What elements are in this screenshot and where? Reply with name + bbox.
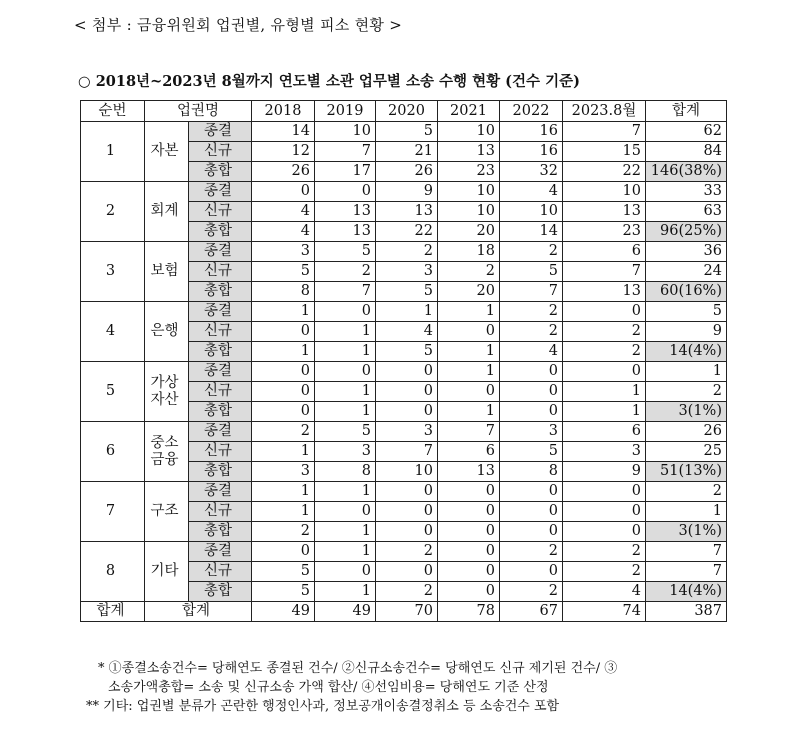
type-cell: 총합 [189, 342, 252, 362]
industry-cell: 보험 [145, 242, 189, 302]
litigation-table [80, 100, 727, 622]
value-cell: 5 [252, 562, 315, 582]
seq-cell: 7 [81, 482, 145, 542]
grand-total-sum: 387 [646, 602, 727, 622]
value-cell: 7 [315, 282, 376, 302]
value-cell: 1 [563, 402, 646, 422]
value-cell: 5 [315, 242, 376, 262]
type-cell: 신규 [189, 262, 252, 282]
value-cell: 22 [563, 162, 646, 182]
value-cell: 5 [376, 342, 438, 362]
value-cell: 0 [563, 522, 646, 542]
total-cell: 3(1%) [646, 522, 727, 542]
footnotes [86, 659, 738, 716]
total-cell: 5 [646, 302, 727, 322]
value-cell: 2 [500, 582, 563, 602]
value-cell: 2 [500, 302, 563, 322]
value-cell: 0 [376, 482, 438, 502]
value-cell: 4 [252, 222, 315, 242]
table-row [81, 362, 727, 382]
value-cell: 22 [376, 222, 438, 242]
type-cell: 신규 [189, 442, 252, 462]
value-cell: 10 [500, 202, 563, 222]
value-cell: 3 [252, 462, 315, 482]
total-cell: 25 [646, 442, 727, 462]
total-cell: 3(1%) [646, 402, 727, 422]
value-cell: 0 [376, 562, 438, 582]
type-cell: 총합 [189, 522, 252, 542]
value-cell: 5 [252, 582, 315, 602]
table-row [81, 242, 727, 262]
value-cell: 12 [252, 142, 315, 162]
value-cell: 21 [376, 142, 438, 162]
value-cell: 0 [438, 382, 500, 402]
value-cell: 7 [500, 282, 563, 302]
value-cell: 10 [563, 182, 646, 202]
value-cell: 4 [500, 342, 563, 362]
total-cell: 1 [646, 502, 727, 522]
value-cell: 26 [252, 162, 315, 182]
value-cell: 2 [376, 582, 438, 602]
table-row [81, 422, 727, 442]
value-cell: 1 [315, 322, 376, 342]
note-line-3: ** 기타: 업권별 분류가 곤란한 행정인사과, 정보공개이송결정취소 등 소송건수 포함 [86, 699, 560, 714]
type-cell: 신규 [189, 562, 252, 582]
value-cell: 0 [252, 362, 315, 382]
type-cell: 신규 [189, 322, 252, 342]
value-cell: 10 [438, 202, 500, 222]
value-cell: 0 [315, 502, 376, 522]
value-cell: 3 [315, 442, 376, 462]
value-cell: 0 [252, 402, 315, 422]
value-cell: 13 [563, 282, 646, 302]
value-cell: 1 [438, 342, 500, 362]
value-cell: 13 [376, 202, 438, 222]
value-cell: 5 [315, 422, 376, 442]
value-cell: 0 [376, 402, 438, 422]
total-cell: 24 [646, 262, 727, 282]
attachment-title: < 첨부 : 금융위원회 업권별, 유형별 피소 현황 > [74, 16, 403, 34]
table-row [81, 542, 727, 562]
value-cell: 1 [252, 302, 315, 322]
value-cell: 32 [500, 162, 563, 182]
total-cell: 7 [646, 562, 727, 582]
value-cell: 20 [438, 222, 500, 242]
value-cell: 1 [315, 342, 376, 362]
value-cell: 0 [500, 362, 563, 382]
value-cell: 2 [500, 322, 563, 342]
value-cell: 1 [563, 382, 646, 402]
type-cell: 종결 [189, 542, 252, 562]
value-cell: 0 [438, 582, 500, 602]
total-cell: 2 [646, 482, 727, 502]
industry-cell: 가상 자산 [145, 362, 189, 422]
type-cell: 신규 [189, 502, 252, 522]
value-cell: 1 [315, 542, 376, 562]
type-cell: 총합 [189, 462, 252, 482]
value-cell: 6 [438, 442, 500, 462]
value-cell: 6 [563, 242, 646, 262]
value-cell: 5 [500, 262, 563, 282]
value-cell: 18 [438, 242, 500, 262]
value-cell: 13 [563, 202, 646, 222]
industry-cell: 중소 금융 [145, 422, 189, 482]
value-cell: 20 [438, 282, 500, 302]
value-cell: 0 [500, 562, 563, 582]
header-2023-aug: 2023.8월 [563, 101, 646, 122]
value-cell: 0 [500, 502, 563, 522]
value-cell: 0 [376, 522, 438, 542]
header-2022: 2022 [500, 101, 563, 122]
value-cell: 0 [252, 182, 315, 202]
value-cell: 1 [438, 402, 500, 422]
value-cell: 17 [315, 162, 376, 182]
grand-total-value: 49 [315, 602, 376, 622]
table-row [81, 482, 727, 502]
value-cell: 4 [252, 202, 315, 222]
industry-cell: 구조 [145, 482, 189, 542]
value-cell: 4 [500, 182, 563, 202]
value-cell: 0 [376, 362, 438, 382]
type-cell: 종결 [189, 302, 252, 322]
value-cell: 2 [563, 562, 646, 582]
value-cell: 8 [500, 462, 563, 482]
type-cell: 종결 [189, 122, 252, 142]
value-cell: 7 [563, 122, 646, 142]
value-cell: 5 [500, 442, 563, 462]
value-cell: 5 [376, 122, 438, 142]
value-cell: 0 [438, 542, 500, 562]
value-cell: 0 [252, 322, 315, 342]
value-cell: 13 [315, 222, 376, 242]
value-cell: 10 [376, 462, 438, 482]
total-cell: 14(4%) [646, 582, 727, 602]
value-cell: 26 [376, 162, 438, 182]
value-cell: 0 [315, 362, 376, 382]
value-cell: 10 [438, 182, 500, 202]
total-cell: 62 [646, 122, 727, 142]
type-cell: 신규 [189, 382, 252, 402]
header-seq: 순번 [81, 101, 145, 122]
total-cell: 63 [646, 202, 727, 222]
total-cell: 1 [646, 362, 727, 382]
total-cell: 2 [646, 382, 727, 402]
value-cell: 16 [500, 142, 563, 162]
value-cell: 1 [438, 362, 500, 382]
total-cell: 96(25%) [646, 222, 727, 242]
value-cell: 4 [563, 582, 646, 602]
value-cell: 10 [315, 122, 376, 142]
value-cell: 2 [563, 342, 646, 362]
seq-cell: 2 [81, 182, 145, 242]
grand-total-value: 74 [563, 602, 646, 622]
total-cell: 33 [646, 182, 727, 202]
grand-total-value: 67 [500, 602, 563, 622]
value-cell: 2 [376, 242, 438, 262]
type-cell: 총합 [189, 282, 252, 302]
total-cell: 14(4%) [646, 342, 727, 362]
total-cell: 7 [646, 542, 727, 562]
value-cell: 13 [438, 142, 500, 162]
value-cell: 8 [315, 462, 376, 482]
value-cell: 9 [376, 182, 438, 202]
value-cell: 1 [315, 522, 376, 542]
type-cell: 종결 [189, 482, 252, 502]
value-cell: 0 [252, 382, 315, 402]
header-industry: 업권명 [145, 101, 252, 122]
value-cell: 0 [500, 522, 563, 542]
value-cell: 1 [315, 382, 376, 402]
table-row [81, 182, 727, 202]
type-cell: 종결 [189, 362, 252, 382]
type-cell: 신규 [189, 202, 252, 222]
industry-cell: 회계 [145, 182, 189, 242]
value-cell: 23 [438, 162, 500, 182]
total-cell: 146(38%) [646, 162, 727, 182]
header-2021: 2021 [438, 101, 500, 122]
value-cell: 6 [563, 422, 646, 442]
seq-cell: 4 [81, 302, 145, 362]
grand-total-row [81, 602, 727, 622]
total-cell: 84 [646, 142, 727, 162]
note-line-2: 소송가액총합= 소송 및 신규소송 가액 합산/ ④선임비용= 당해연도 기준 산정 [108, 680, 549, 695]
value-cell: 0 [376, 502, 438, 522]
header-total: 합계 [646, 101, 727, 122]
value-cell: 0 [563, 302, 646, 322]
value-cell: 0 [376, 382, 438, 402]
type-cell: 종결 [189, 242, 252, 262]
value-cell: 0 [315, 562, 376, 582]
value-cell: 1 [252, 482, 315, 502]
value-cell: 3 [500, 422, 563, 442]
value-cell: 1 [252, 342, 315, 362]
value-cell: 14 [252, 122, 315, 142]
grand-total-value: 78 [438, 602, 500, 622]
total-cell: 36 [646, 242, 727, 262]
industry-cell: 은행 [145, 302, 189, 362]
value-cell: 2 [252, 422, 315, 442]
type-cell: 총합 [189, 162, 252, 182]
value-cell: 8 [252, 282, 315, 302]
seq-cell: 8 [81, 542, 145, 602]
value-cell: 2 [500, 242, 563, 262]
value-cell: 14 [500, 222, 563, 242]
value-cell: 0 [438, 562, 500, 582]
value-cell: 0 [315, 182, 376, 202]
type-cell: 종결 [189, 182, 252, 202]
grand-total-value: 49 [252, 602, 315, 622]
value-cell: 0 [500, 382, 563, 402]
note-line-1: * ①종결소송건수= 당해연도 종결된 건수/ ②신규소송건수= 당해연도 신규 제기된 건수/ ③ [98, 661, 618, 676]
total-cell: 9 [646, 322, 727, 342]
value-cell: 9 [563, 462, 646, 482]
value-cell: 2 [563, 322, 646, 342]
value-cell: 0 [252, 542, 315, 562]
seq-cell: 3 [81, 242, 145, 302]
value-cell: 23 [563, 222, 646, 242]
value-cell: 3 [563, 442, 646, 462]
value-cell: 16 [500, 122, 563, 142]
value-cell: 7 [438, 422, 500, 442]
value-cell: 1 [376, 302, 438, 322]
value-cell: 2 [252, 522, 315, 542]
value-cell: 0 [563, 502, 646, 522]
table-row [81, 122, 727, 142]
type-cell: 신규 [189, 142, 252, 162]
value-cell: 1 [252, 502, 315, 522]
value-cell: 13 [315, 202, 376, 222]
grand-total-label-2: 합계 [145, 602, 252, 622]
value-cell: 0 [438, 322, 500, 342]
value-cell: 0 [438, 502, 500, 522]
grand-total-label: 합계 [81, 602, 145, 622]
header-2019: 2019 [315, 101, 376, 122]
type-cell: 총합 [189, 582, 252, 602]
seq-cell: 5 [81, 362, 145, 422]
value-cell: 2 [500, 542, 563, 562]
value-cell: 3 [376, 262, 438, 282]
type-cell: 총합 [189, 402, 252, 422]
value-cell: 0 [563, 482, 646, 502]
total-cell: 26 [646, 422, 727, 442]
seq-cell: 1 [81, 122, 145, 182]
value-cell: 0 [563, 362, 646, 382]
value-cell: 5 [376, 282, 438, 302]
value-cell: 10 [438, 122, 500, 142]
industry-cell: 자본 [145, 122, 189, 182]
type-cell: 총합 [189, 222, 252, 242]
value-cell: 0 [500, 402, 563, 422]
value-cell: 2 [315, 262, 376, 282]
value-cell: 3 [252, 242, 315, 262]
header-2020: 2020 [376, 101, 438, 122]
value-cell: 15 [563, 142, 646, 162]
value-cell: 2 [438, 262, 500, 282]
type-cell: 종결 [189, 422, 252, 442]
value-cell: 0 [438, 482, 500, 502]
value-cell: 3 [376, 422, 438, 442]
value-cell: 2 [376, 542, 438, 562]
section-heading: ○ 2018년~2023년 8월까지 연도별 소관 업무별 소송 수행 현황 (건수 기준) [78, 73, 580, 90]
total-cell: 51(13%) [646, 462, 727, 482]
industry-cell: 기타 [145, 542, 189, 602]
value-cell: 1 [315, 482, 376, 502]
value-cell: 1 [438, 302, 500, 322]
total-cell: 60(16%) [646, 282, 727, 302]
value-cell: 0 [500, 482, 563, 502]
table-row [81, 302, 727, 322]
value-cell: 7 [376, 442, 438, 462]
value-cell: 13 [438, 462, 500, 482]
value-cell: 0 [438, 522, 500, 542]
value-cell: 7 [563, 262, 646, 282]
header-row [81, 101, 727, 122]
header-2018: 2018 [252, 101, 315, 122]
value-cell: 0 [315, 302, 376, 322]
value-cell: 1 [252, 442, 315, 462]
value-cell: 7 [315, 142, 376, 162]
grand-total-value: 70 [376, 602, 438, 622]
seq-cell: 6 [81, 422, 145, 482]
value-cell: 5 [252, 262, 315, 282]
value-cell: 1 [315, 582, 376, 602]
value-cell: 4 [376, 322, 438, 342]
value-cell: 1 [315, 402, 376, 422]
value-cell: 2 [563, 542, 646, 562]
